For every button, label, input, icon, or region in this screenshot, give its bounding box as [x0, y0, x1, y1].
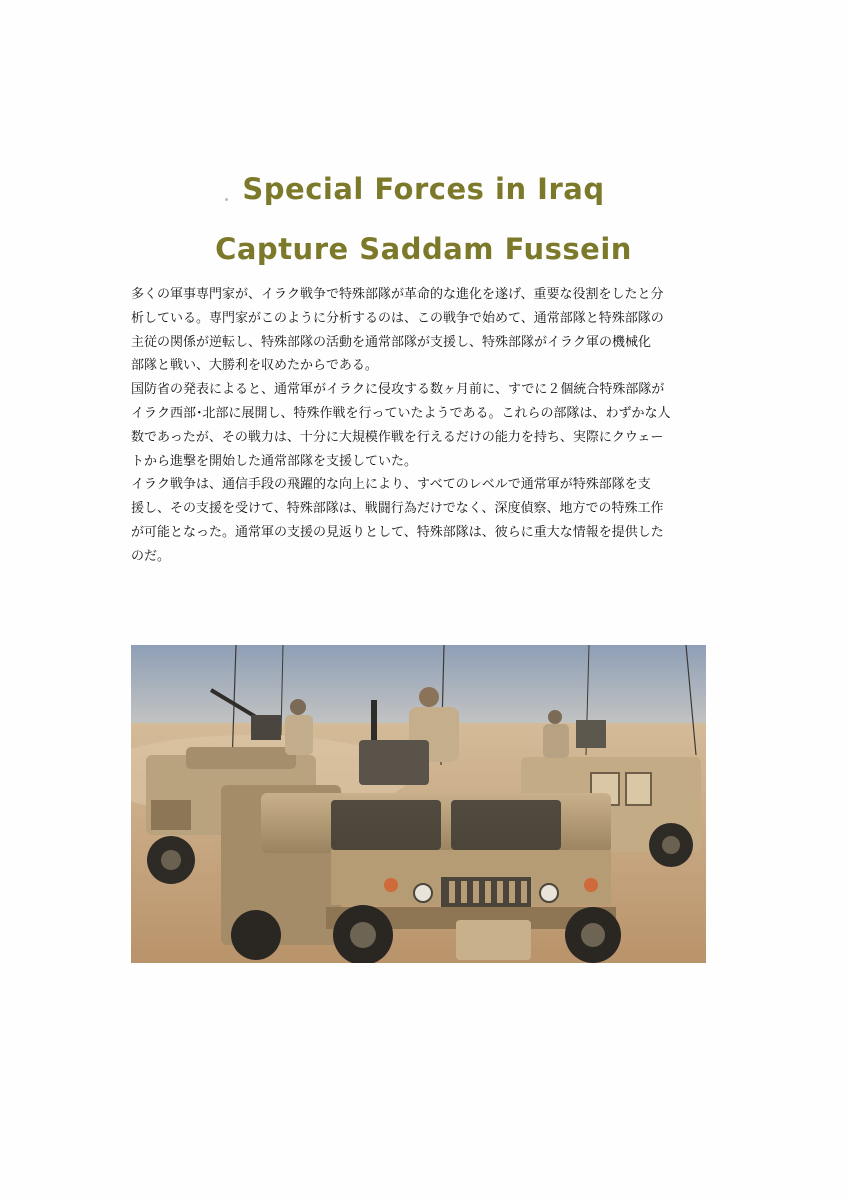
- body-line: 多くの軍事専門家が、イラク戦争で特殊部隊が革命的な進化を遂げ、重要な役割をしたと分: [131, 287, 664, 302]
- body-line: 数であったが、その戦力は、十分に大規模作戦を行えるだけの能力を持ち、実際にクウェー: [131, 429, 664, 445]
- article-body: [131, 283, 721, 569]
- body-line: イラク西部･北部に展開し、特殊作戦を行っていたようである。これらの部隊は、わずかな人: [131, 405, 671, 421]
- body-line: 析している。専門家がこのように分析するのは、この戦争で始めて、通常部隊と特殊部隊の: [131, 310, 664, 326]
- body-line: 部隊と戦い、大勝利を収めたからである。: [131, 358, 378, 374]
- body-line: イラク戦争は、通信手段の飛躍的な向上により、すべてのレベルで通常軍が特殊部隊を支: [131, 477, 651, 493]
- body-line: が可能となった。通常軍の支援の見返りとして、特殊部隊は、彼らに重大な情報を提供した: [131, 524, 664, 540]
- body-line: のだ。: [131, 548, 171, 564]
- body-line: 援し、その支援を受けて、特殊部隊は、戦闘行為だけでなく、深度偵察、地方での特殊工作: [131, 501, 664, 517]
- body-line: 国防省の発表によると、通常軍がイラクに侵攻する数ヶ月前に、すでに２個統合特殊部隊が: [131, 382, 665, 398]
- title-line-1: Special Forces in Iraq: [242, 172, 605, 206]
- body-line: 主従の関係が逆転し、特殊部隊の活動を通常部隊が支援し、特殊部隊がイラク軍の機械化: [131, 334, 652, 350]
- body-line: トから進撃を開始した通常部隊を支援していた。: [131, 453, 418, 469]
- humvee-convoy-photo: [131, 645, 706, 963]
- title-line-2: Capture Saddam Fussein: [215, 232, 632, 266]
